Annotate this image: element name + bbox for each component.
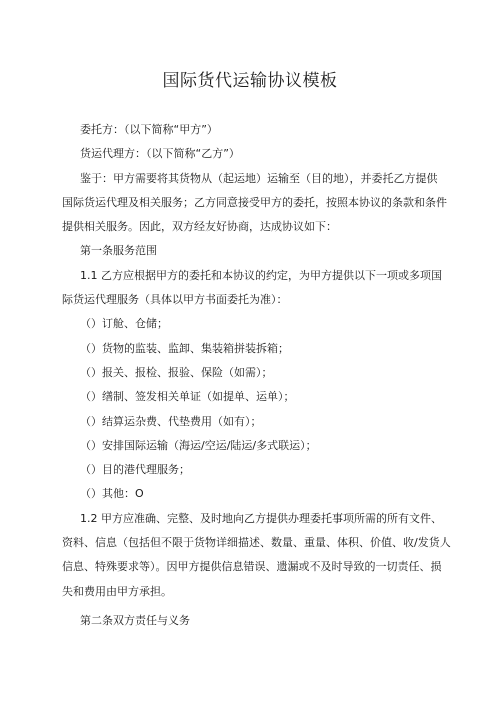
document-body	[62, 118, 451, 633]
service-option: （）订舱、仓储；	[80, 317, 168, 331]
party-b-line: 货运代理方：（以下简称“乙方”）	[80, 147, 240, 161]
party-a-line: 委托方：（以下简称“甲方”）	[80, 123, 218, 136]
service-option: （）缮制、签发相关单证（如提单、运单）；	[80, 390, 295, 404]
recital-line: 提供相关服务。因此，双方经友好协商，达成协议如下：	[62, 220, 337, 234]
service-option: （）货物的监装、监卸、集装箱拼装拆箱；	[80, 341, 289, 355]
article-heading: 第一条服务范围	[80, 244, 157, 258]
article-heading: 第二条双方责任与义务	[80, 613, 190, 627]
service-option: （）目的港代理服务；	[80, 463, 190, 477]
service-option: （）安排国际运输（海运/空运/陆运/多式联运）；	[80, 438, 317, 452]
clause-line: 际货运代理服务（具体以甲方书面委托为准）：	[62, 293, 288, 307]
service-option: （）报关、报检、报验、保险（如需）；	[80, 365, 273, 379]
clause-line: 1.2 甲方应准确、完整、及时地向乙方提供办理委托事项所需的所有文件、	[80, 511, 442, 525]
clause-line: 资料、信息（包括但不限于货物详细描述、数量、重量、体积、价值、收/发货人	[62, 536, 451, 550]
clause-line: 1.1 乙方应根据甲方的委托和本协议的约定，为甲方提供以下一项或多项国	[80, 268, 442, 282]
recital-line: 鉴于：甲方需要将其货物从（起运地）运输至（目的地），并委托乙方提供	[80, 171, 438, 185]
document-title: 国际货代运输协议模板	[162, 71, 338, 91]
clause-line: 信息、特殊要求等）。因甲方提供信息错误、遗漏或不及时导致的一切责任、损	[62, 560, 442, 574]
service-option: （）其他：O	[80, 487, 144, 501]
recital-line: 国际货运代理及相关服务；乙方同意接受甲方的委托，按照本协议的条款和条件	[62, 195, 447, 209]
service-option: （）结算运杂费、代垫费用（如有）；	[80, 414, 262, 428]
clause-line: 失和费用由甲方承担。	[62, 584, 172, 598]
